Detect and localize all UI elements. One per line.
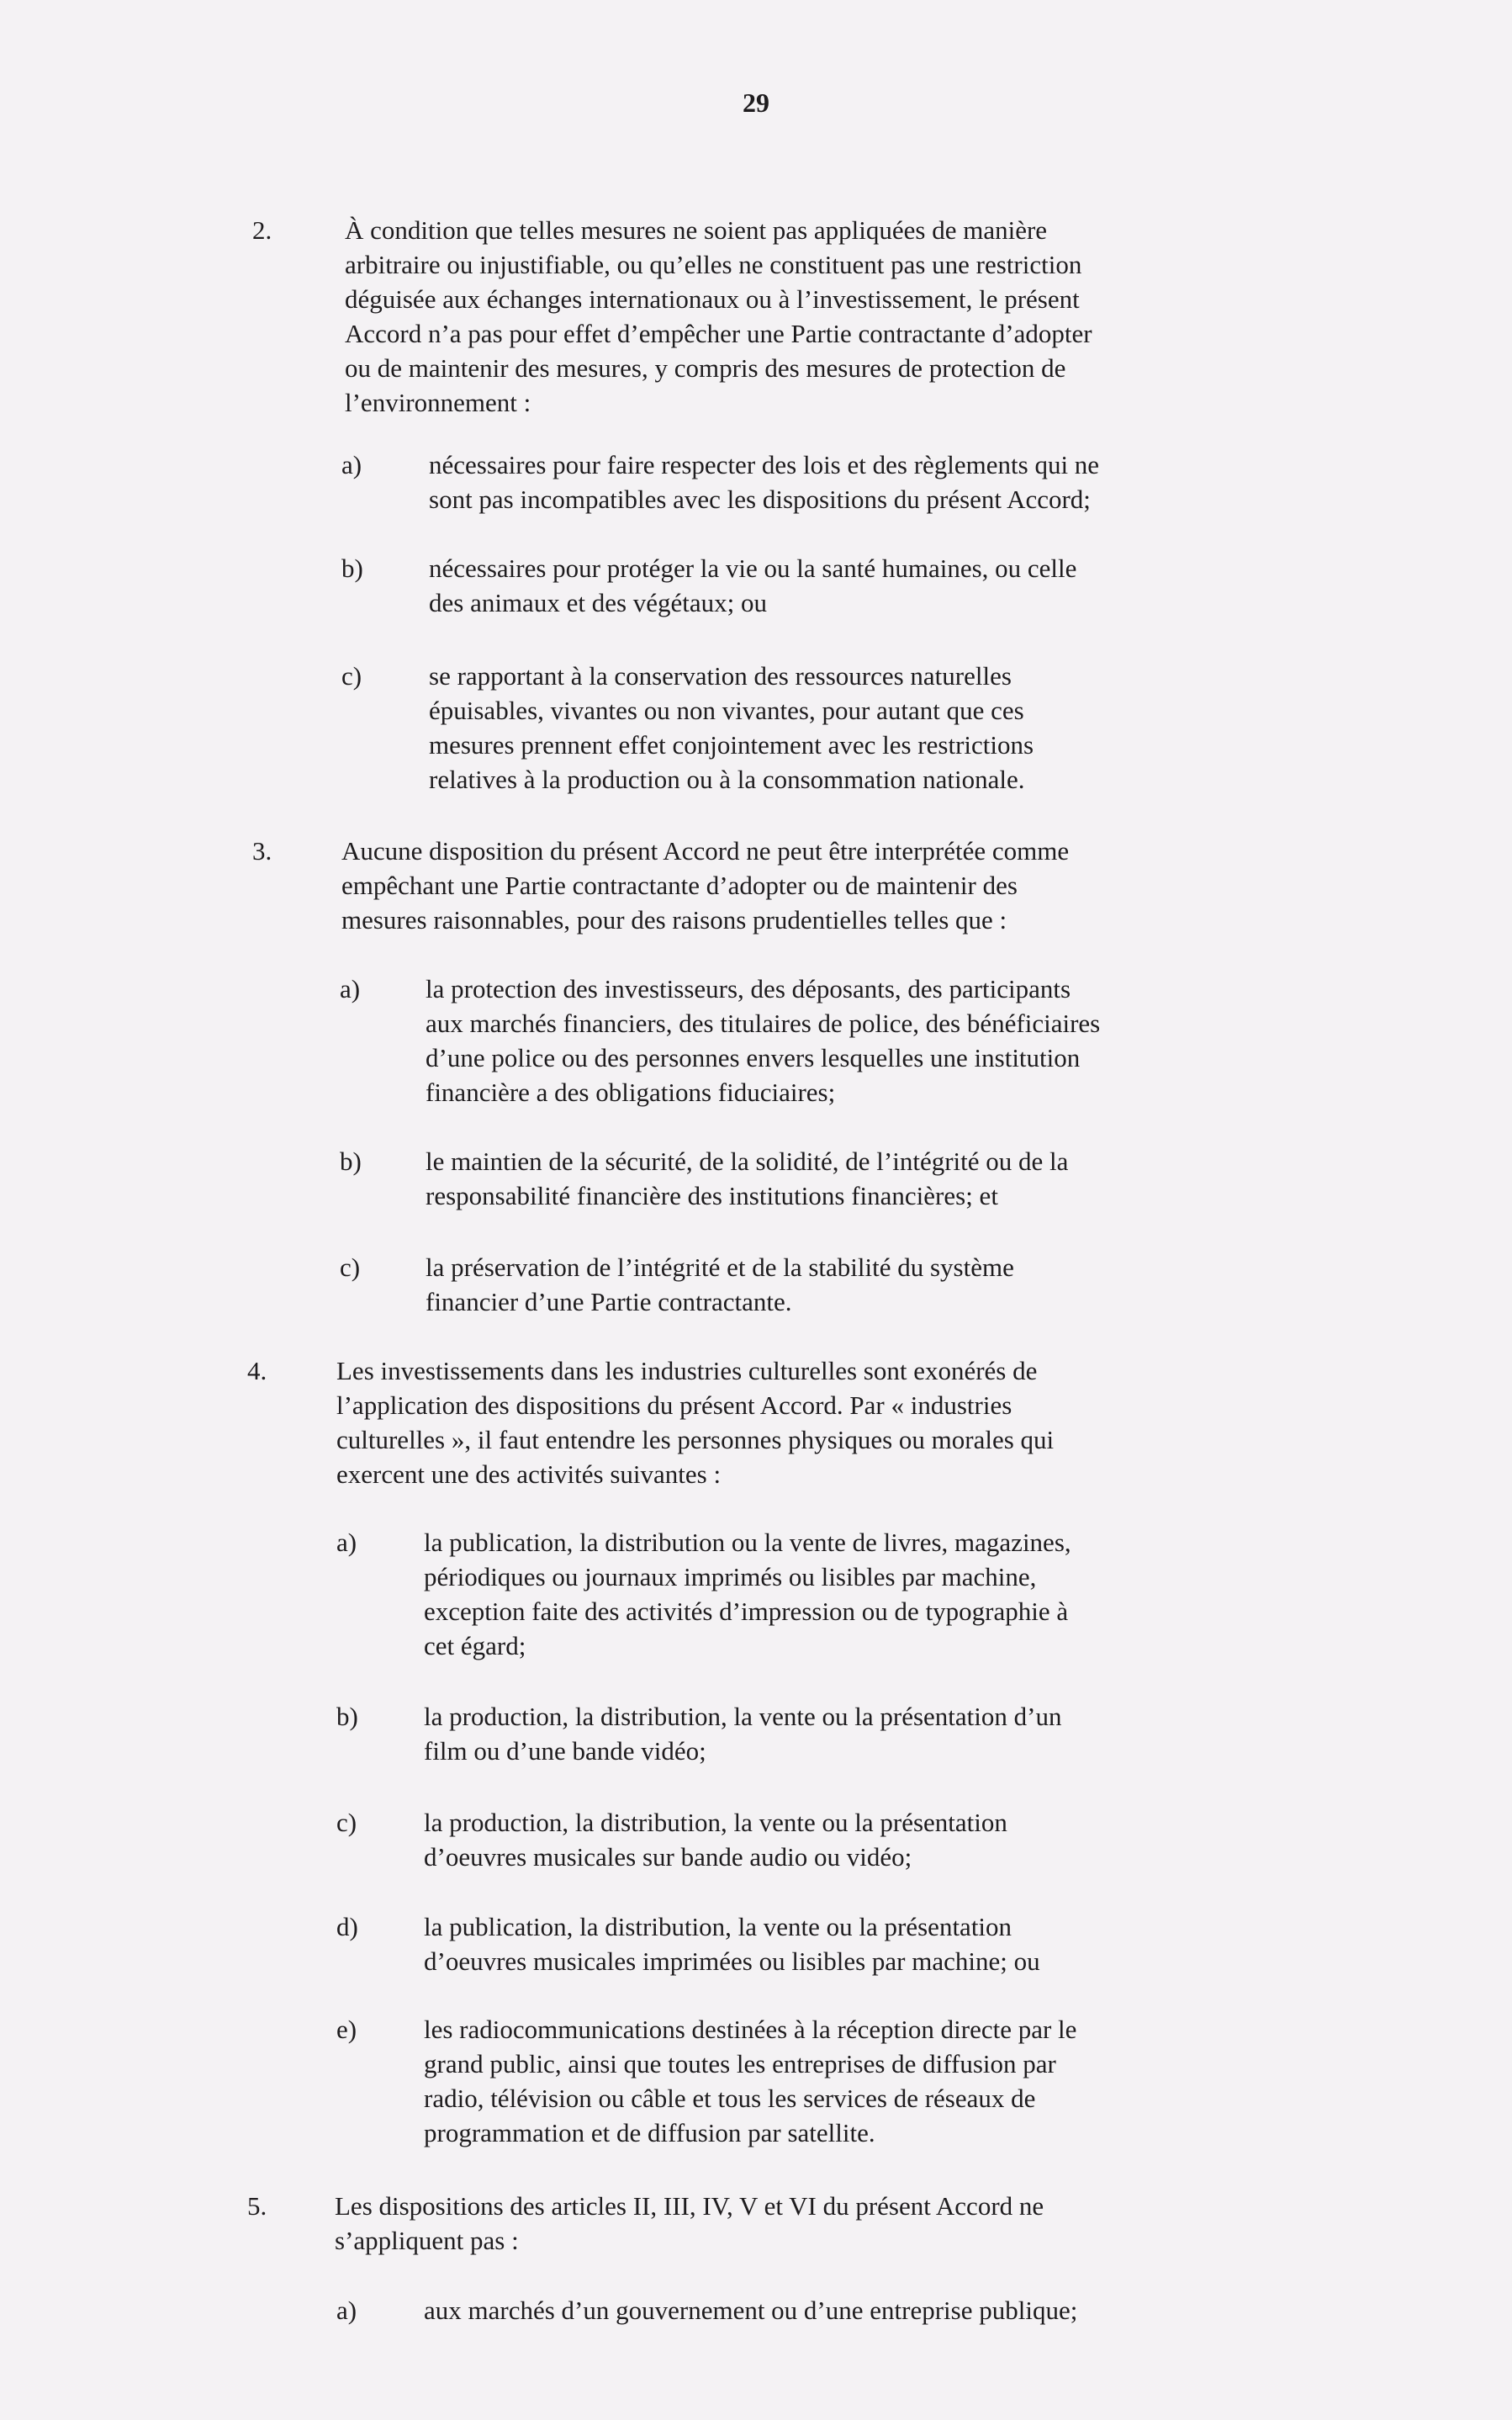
- item-text: [426, 1250, 1014, 1319]
- item-text: [424, 2012, 1076, 2150]
- text-line: aux marchés financiers, des titulaires de police, des bénéficiaires: [426, 1009, 1101, 1038]
- text-line: arbitraire ou injustifiable, ou qu’elles ne constituent pas une restriction: [345, 250, 1082, 279]
- item-text: [424, 1699, 1061, 1768]
- text-line: cet égard;: [424, 1631, 526, 1660]
- text-line: À condition que telles mesures ne soient pas appliquées de manière: [345, 215, 1048, 245]
- text-line: exercent une des activités suivantes :: [336, 1459, 722, 1489]
- text-line: la protection des investisseurs, des déposants, des participants: [426, 974, 1071, 1003]
- item-text: [429, 659, 1034, 797]
- text-line: ou de maintenir des mesures, y compris des mesures de protection de: [345, 353, 1066, 383]
- paragraph-number: 2.: [252, 215, 272, 245]
- text-line: l’environnement :: [345, 388, 531, 417]
- item-text: [424, 1909, 1040, 1978]
- text-line: la préservation de l’intégrité et de la stabilité du système: [426, 1252, 1014, 1282]
- item-label: a): [336, 2296, 357, 2325]
- item-label: a): [340, 974, 361, 1003]
- text-line: relatives à la production ou à la consommation nationale.: [429, 765, 1025, 794]
- item-label: a): [341, 450, 362, 479]
- text-line: Les dispositions des articles II, III, IV, V et VI du présent Accord ne: [335, 2191, 1044, 2221]
- item-label: a): [336, 1528, 357, 1557]
- text-line: responsabilité financière des institutions financières; et: [426, 1181, 998, 1210]
- item-label: b): [341, 553, 363, 583]
- item-label: b): [340, 1146, 362, 1176]
- paragraph-text: [345, 213, 1253, 420]
- item-text: [429, 447, 1099, 516]
- text-line: la publication, la distribution ou la vente de livres, magazines,: [424, 1528, 1071, 1557]
- text-line: d’oeuvres musicales imprimées ou lisibles par machine; ou: [424, 1946, 1040, 1976]
- text-line: épuisables, vivantes ou non vivantes, pour autant que ces: [429, 696, 1024, 725]
- text-line: Les investissements dans les industries culturelles sont exonérés de: [336, 1356, 1038, 1385]
- text-line: empêchant une Partie contractante d’adopter ou de maintenir des: [341, 871, 1018, 900]
- text-line: d’oeuvres musicales sur bande audio ou vidéo;: [424, 1842, 912, 1872]
- text-line: la publication, la distribution, la vente ou la présentation: [424, 1912, 1012, 1941]
- text-line: exception faite des activités d’impression ou de typographie à: [424, 1597, 1069, 1626]
- paragraph-text: [341, 834, 1250, 937]
- text-line: financière a des obligations fiduciaires;: [426, 1078, 836, 1107]
- paragraph-text: [336, 1353, 1245, 1491]
- text-line: mesures prennent effet conjointement avec les restrictions: [429, 730, 1034, 760]
- text-line: financier d’une Partie contractante.: [426, 1287, 792, 1316]
- text-line: les radiocommunications destinées à la réception directe par le: [424, 2015, 1077, 2044]
- text-line: périodiques ou journaux imprimés ou lisibles par machine,: [424, 1562, 1037, 1591]
- text-line: la production, la distribution, la vente ou la présentation: [424, 1808, 1007, 1837]
- page-number: 29: [743, 87, 769, 118]
- paragraph-text: [335, 2189, 1243, 2258]
- item-text: [424, 1525, 1071, 1663]
- text-line: programmation et de diffusion par satellite.: [424, 2118, 875, 2147]
- item-label: c): [340, 1252, 361, 1282]
- paragraph-number: 5.: [247, 2191, 267, 2221]
- text-line: des animaux et des végétaux; ou: [429, 588, 768, 617]
- item-text: [426, 1144, 1068, 1213]
- text-line: le maintien de la sécurité, de la solidité, de l’intégrité ou de la: [426, 1146, 1069, 1176]
- item-label: e): [336, 2015, 357, 2044]
- text-line: film ou d’une bande vidéo;: [424, 1736, 706, 1766]
- item-text: [424, 1805, 1007, 1874]
- paragraph-number: 3.: [252, 836, 272, 866]
- text-line: Accord n’a pas pour effet d’empêcher une Partie contractante d’adopter: [345, 319, 1092, 348]
- item-label: c): [341, 661, 362, 691]
- text-line: mesures raisonnables, pour des raisons prudentielles telles que :: [341, 905, 1007, 935]
- text-line: grand public, ainsi que toutes les entreprises de diffusion par: [424, 2049, 1056, 2078]
- text-line: sont pas incompatibles avec les dispositions du présent Accord;: [429, 485, 1091, 514]
- item-label: d): [336, 1912, 358, 1941]
- text-line: nécessaires pour faire respecter des lois et des règlements qui ne: [429, 450, 1100, 479]
- text-line: nécessaires pour protéger la vie ou la santé humaines, ou celle: [429, 553, 1077, 583]
- text-line: déguisée aux échanges internationaux ou à l’investissement, le présent: [345, 284, 1080, 314]
- text-line: se rapportant à la conservation des ressources naturelles: [429, 661, 1012, 691]
- item-text: [429, 551, 1076, 620]
- text-line: Aucune disposition du présent Accord ne peut être interprétée comme: [341, 836, 1070, 866]
- text-line: l’application des dispositions du présent Accord. Par « industries: [336, 1390, 1012, 1420]
- item-text: [424, 2293, 1077, 2327]
- item-label: c): [336, 1808, 357, 1837]
- item-text: [426, 972, 1100, 1109]
- text-line: s’appliquent pas :: [335, 2226, 519, 2255]
- text-line: aux marchés d’un gouvernement ou d’une entreprise publique;: [424, 2296, 1078, 2325]
- paragraph-number: 4.: [247, 1356, 267, 1385]
- item-label: b): [336, 1702, 358, 1731]
- text-line: radio, télévision ou câble et tous les services de réseaux de: [424, 2084, 1036, 2113]
- text-line: culturelles », il faut entendre les personnes physiques ou morales qui: [336, 1425, 1055, 1454]
- text-line: d’une police ou des personnes envers lesquelles une institution: [426, 1043, 1081, 1072]
- text-line: la production, la distribution, la vente ou la présentation d’un: [424, 1702, 1062, 1731]
